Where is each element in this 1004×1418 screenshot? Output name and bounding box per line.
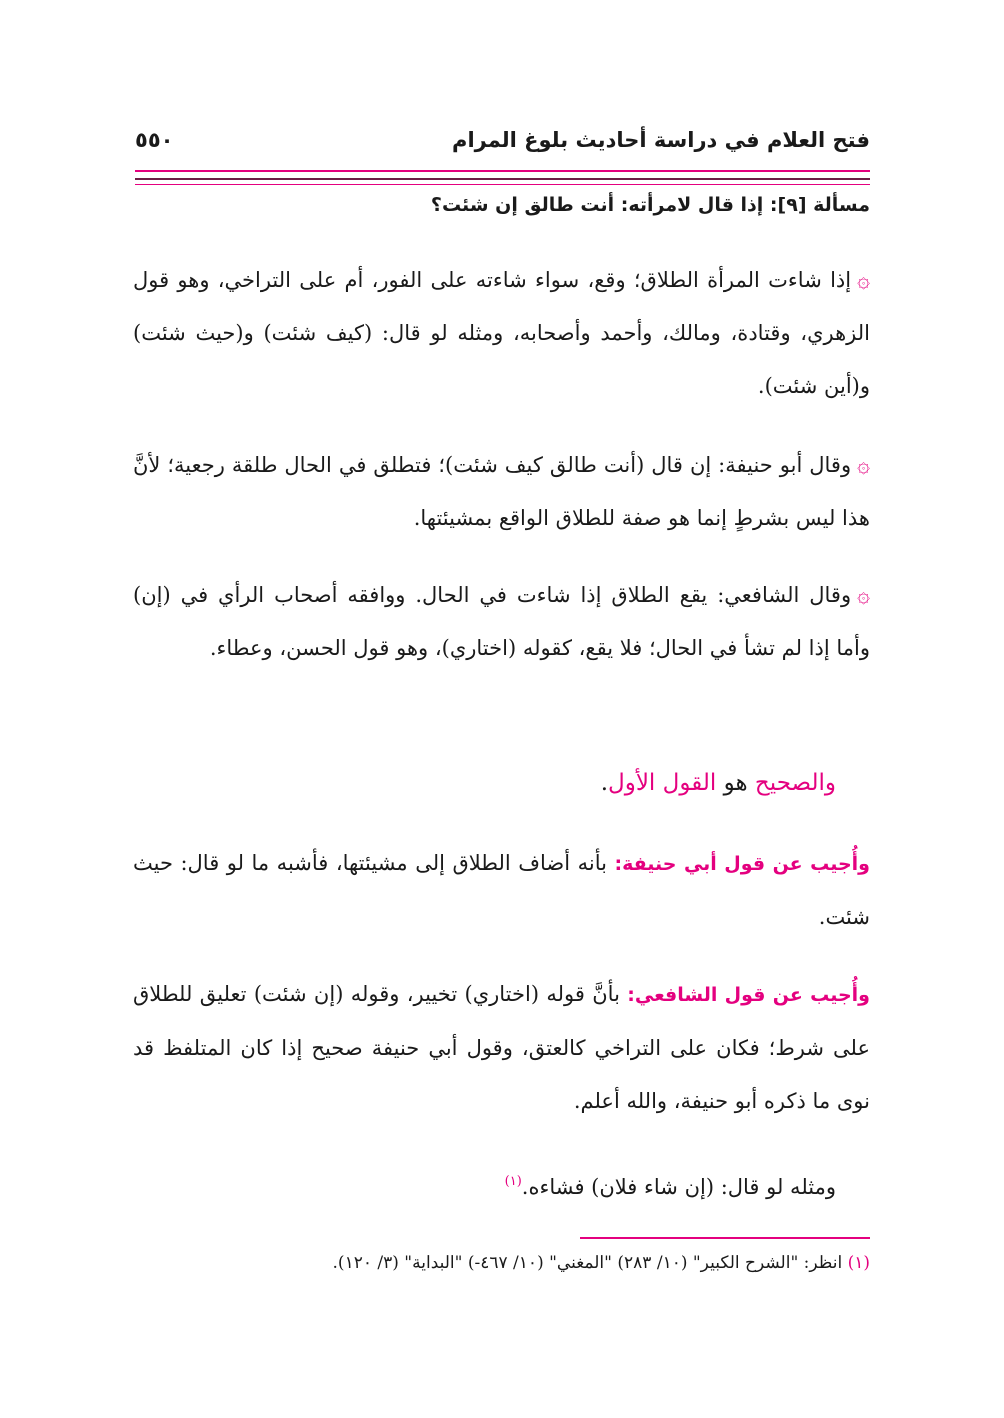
paragraph-text: وقال الشافعي: يقع الطلاق إذا شاءت في الحال. ووافقه أصحاب الرأي في (إن) وأما إذا لم تشأ في الحال؛ فلا يقع، كقوله (اختاري)، وهو قول الحسن، وعطاء. <box>133 583 870 660</box>
conclusion-correct: والصحيح <box>754 770 836 796</box>
header-rule-middle <box>135 178 870 180</box>
ornament-icon: ۞ <box>857 583 870 608</box>
conclusion-line <box>601 770 836 796</box>
answer-abu-hanifa <box>133 837 870 944</box>
paragraph-shafii <box>133 569 870 675</box>
page-number: ٥٥٠ <box>135 128 174 152</box>
paragraph-abu-hanifa <box>133 439 870 545</box>
paragraph-text: وقال أبو حنيفة: إن قال (أنت طالق كيف شئت)؛ فتطلق في الحال طلقة رجعية؛ لأنَّ هذا ليس بشرطٍ إنما هو صفة للطلاق الواقع بمشيئتها. <box>133 453 870 530</box>
footnote-separator <box>580 1237 870 1239</box>
paragraph-text: إذا شاءت المرأة الطلاق؛ وقع، سواء شاءته على الفور، أم على التراخي، وهو قول الزهري، وقتادة، ومالك، وأحمد وأصحابه، ومثله لو قال: (كيف شئت) و(حيث شئت) و(أين شئت). <box>133 268 870 398</box>
header-rule-top <box>135 170 870 172</box>
footnote <box>133 1253 870 1273</box>
last-line-text: ومثله لو قال: (إن شاء فلان) فشاءه. <box>521 1175 836 1199</box>
page-header <box>135 128 870 160</box>
ornament-icon: ۞ <box>857 268 870 293</box>
issue-heading: مسألة [٩]: إذا قال لامرأته: أنت طالق إن شئت؟ <box>430 194 870 216</box>
answer-text: بأنَّ قوله (اختاري) تخيير، وقوله (إن شئت) تعليق للطلاق على شرط؛ فكان على التراخي كالعتق، وقول أبي حنيفة صحيح إذا كان المتلفظ قد نوى ما ذكره أبو حنيفة، والله أعلم. <box>133 982 870 1113</box>
footnote-reference[interactable]: (١) <box>504 1174 522 1189</box>
answer-text: بأنه أضاف الطلاق إلى مشيئتها، فأشبه ما لو قال: حيث شئت. <box>133 851 870 929</box>
conclusion-is: هو <box>723 770 748 796</box>
answer-shafii <box>133 968 870 1128</box>
conclusion-period: . <box>600 770 608 796</box>
ornament-icon: ۞ <box>857 453 870 478</box>
footnote-text: انظر: "الشرح الكبير" (١٠/ ٢٨٣) "المغني" (١٠/ ٤٦٧-) "البداية" (٣/ ١٢٠). <box>332 1253 843 1273</box>
conclusion-first-opinion: القول الأول <box>608 770 717 796</box>
book-title: فتح العلام في دراسة أحاديث بلوغ المرام <box>452 128 870 152</box>
answer-label: وأُجيب عن قول الشافعي: <box>627 984 870 1006</box>
answer-label: وأُجيب عن قول أبي حنيفة: <box>614 853 870 875</box>
paragraph-first-opinion <box>133 254 870 413</box>
footnote-number: (١) <box>847 1253 870 1273</box>
last-line <box>133 1155 870 1214</box>
header-rule-bottom <box>135 184 870 185</box>
